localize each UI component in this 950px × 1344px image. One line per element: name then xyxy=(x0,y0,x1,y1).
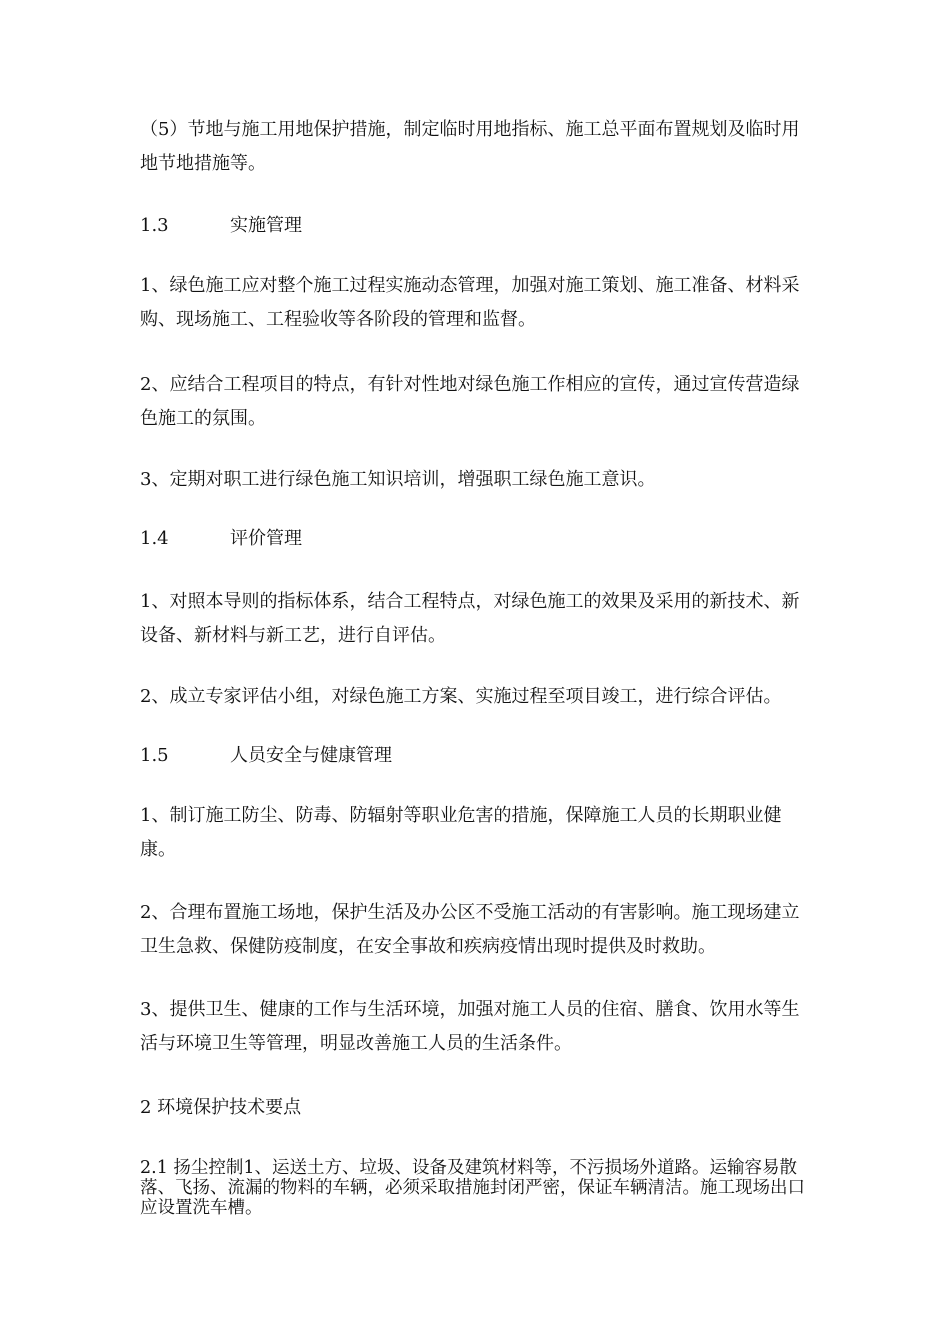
section-title: 评价管理 xyxy=(230,528,302,549)
section-heading-2: 2 环境保护技术要点 xyxy=(140,1097,302,1118)
paragraph-1-3-2: 2、应结合工程项目的特点，有针对性地对绿色施工作相应的宣传，通过宣传营造绿色施工的氛围。 xyxy=(140,374,800,429)
paragraph-1-5-1: 1、制订施工防尘、防毒、防辐射等职业危害的措施，保障施工人员的长期职业健康。 xyxy=(140,805,782,860)
section-heading-1-4 xyxy=(140,522,302,556)
section-title: 人员安全与健康管理 xyxy=(230,745,392,766)
paragraph-land-protection: （5）节地与施工用地保护措施，制定临时用地指标、施工总平面布置规划及临时用地节地措施等。 xyxy=(140,119,800,174)
paragraph-2-1: 2.1 扬尘控制1、运送土方、垃圾、设备及建筑材料等，不污损场外道路。运输容易散落、飞扬、流漏的物料的车辆，必须采取措施封闭严密，保证车辆清洁。施工现场出口应设置洗车槽。 xyxy=(140,1158,805,1218)
paragraph-1-4-2: 2、成立专家评估小组，对绿色施工方案、实施过程至项目竣工，进行综合评估。 xyxy=(140,686,782,707)
paragraph-1-3-3: 3、定期对职工进行绿色施工知识培训，增强职工绿色施工意识。 xyxy=(140,469,656,490)
section-heading-1-5 xyxy=(140,739,392,773)
section-title: 实施管理 xyxy=(230,215,302,236)
section-number: 1.4 xyxy=(140,528,169,549)
section-number: 1.5 xyxy=(140,745,169,766)
section-heading-1-3 xyxy=(140,209,302,243)
paragraph-1-4-1: 1、对照本导则的指标体系，结合工程特点，对绿色施工的效果及采用的新技术、新设备、新材料与新工艺，进行自评估。 xyxy=(140,591,800,646)
section-number: 1.3 xyxy=(140,215,169,236)
paragraph-1-5-3: 3、提供卫生、健康的工作与生活环境，加强对施工人员的住宿、膳食、饮用水等生活与环境卫生等管理，明显改善施工人员的生活条件。 xyxy=(140,999,800,1054)
paragraph-1-3-1: 1、绿色施工应对整个施工过程实施动态管理，加强对施工策划、施工准备、材料采购、现场施工、工程验收等各阶段的管理和监督。 xyxy=(140,275,800,330)
paragraph-1-5-2: 2、合理布置施工场地，保护生活及办公区不受施工活动的有害影响。施工现场建立卫生急救、保健防疫制度，在安全事故和疾病疫情出现时提供及时救助。 xyxy=(140,902,800,957)
